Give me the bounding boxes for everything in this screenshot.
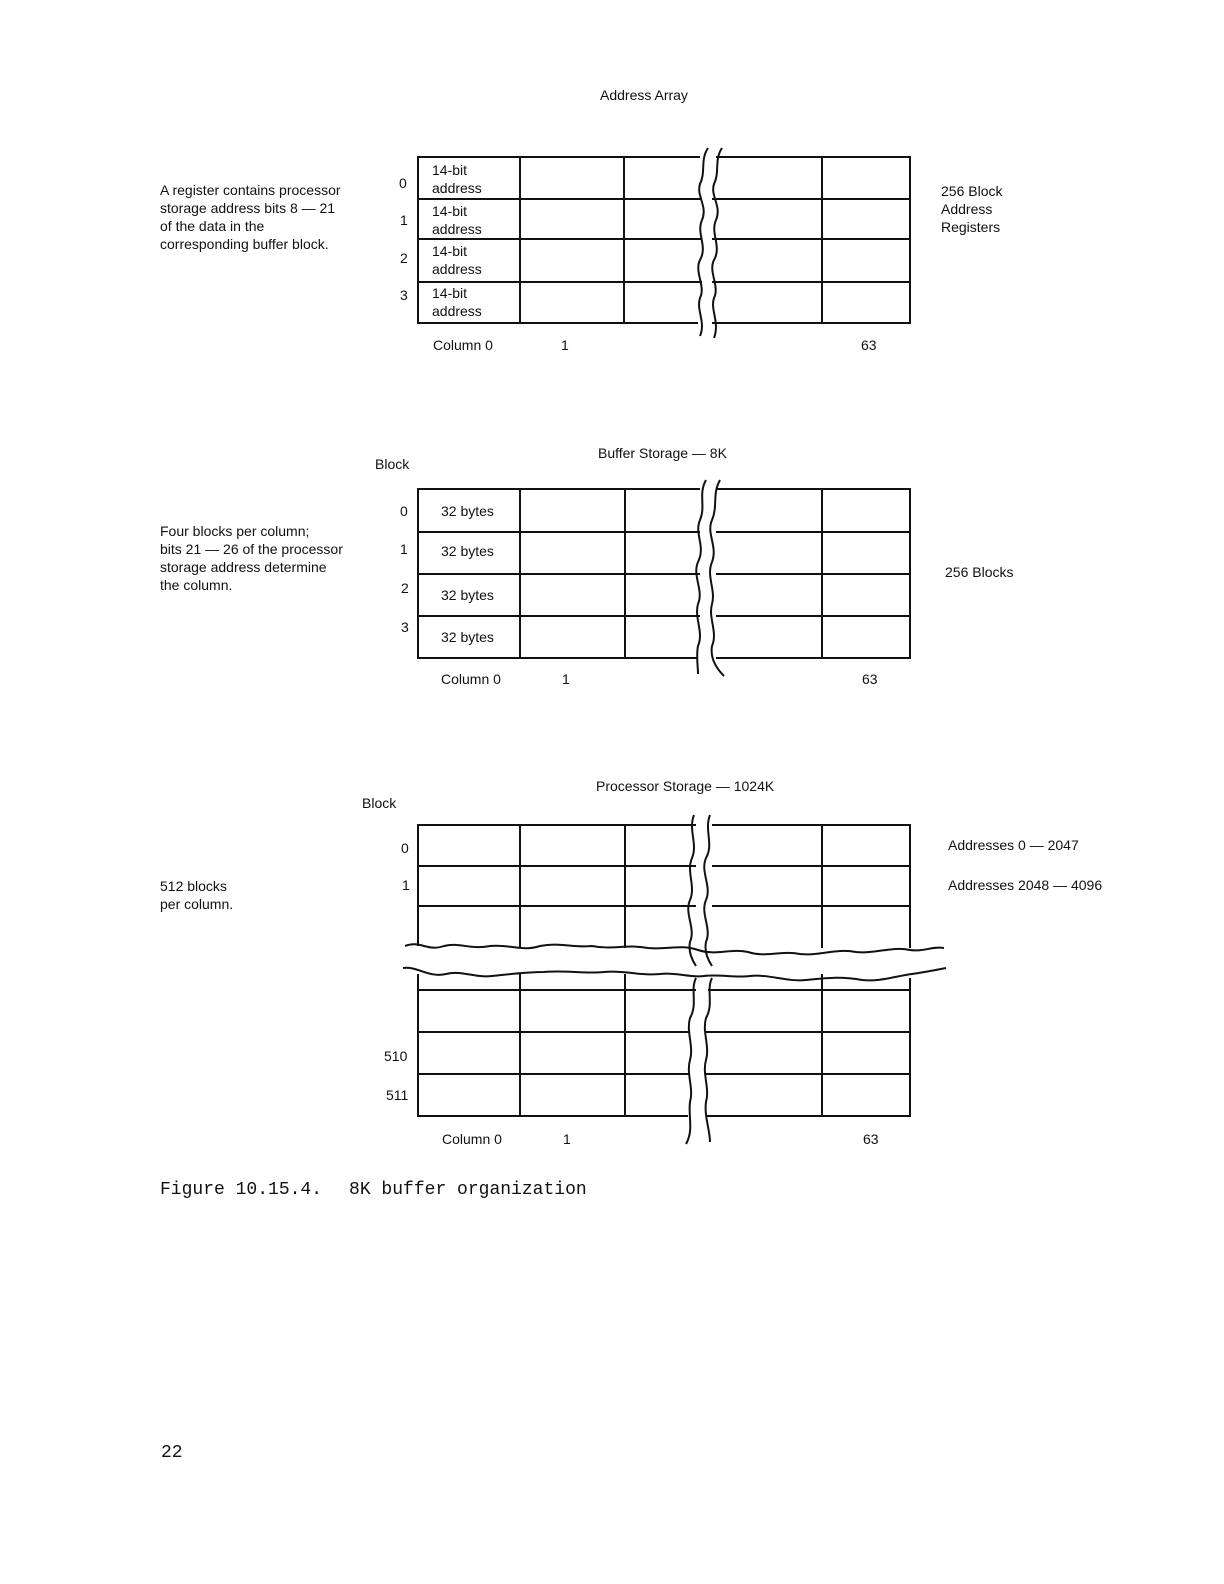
note-line: corresponding buffer block. [160, 236, 329, 252]
note-line: Four blocks per column; [160, 523, 310, 539]
blocks-count-label: 256 Blocks [945, 564, 1014, 580]
row-number: 0 [399, 175, 407, 191]
figure-number: Figure 10.15.4. [160, 1180, 323, 1200]
cell-line: 14-bit [432, 203, 468, 219]
figure-caption [160, 1180, 587, 1200]
processor-storage-grid [403, 815, 946, 1144]
column-label: 63 [861, 337, 877, 353]
buffer-cell-0: 32 bytes [441, 503, 494, 519]
row-number: 1 [400, 541, 408, 557]
processor-storage-title: Processor Storage — 1024K [596, 778, 775, 794]
note-line: A register contains processor [160, 182, 341, 198]
cell-line: address [432, 303, 482, 319]
column-label: Column 0 [441, 671, 501, 687]
block-heading: Block [362, 795, 397, 811]
processor-storage-note [160, 877, 233, 913]
cell-line: 14-bit [432, 285, 468, 301]
buffer-cell-2: 32 bytes [441, 587, 494, 603]
note-line: storage address determine [160, 559, 327, 575]
row-number: 2 [401, 580, 409, 596]
address-array-title: Address Array [600, 87, 688, 103]
column-label: 63 [863, 1131, 879, 1147]
column-label: 63 [862, 671, 878, 687]
column-label: 1 [563, 1131, 571, 1147]
row-number: 3 [401, 619, 409, 635]
row-number: 0 [400, 503, 408, 519]
row-number: 3 [400, 287, 408, 303]
column-label: 1 [561, 337, 569, 353]
row-number: 511 [386, 1087, 409, 1103]
buffer-storage-title: Buffer Storage — 8K [598, 445, 727, 461]
cell-line: address [432, 180, 482, 196]
buffer-storage-note [160, 522, 343, 594]
note-line: 512 blocks [160, 878, 227, 894]
buffer-cell-3: 32 bytes [441, 629, 494, 645]
row-number: 1 [400, 212, 408, 228]
buffer-cell-1: 32 bytes [441, 543, 494, 559]
cell-line: address [432, 261, 482, 277]
address-array-grid [418, 148, 910, 338]
note-line: Address [941, 201, 993, 217]
note-line: Registers [941, 219, 1001, 235]
block-heading: Block [375, 456, 410, 472]
cell-line: 14-bit [432, 162, 468, 178]
note-line: 256 Block [941, 183, 1003, 199]
page-number: 22 [161, 1443, 183, 1463]
note-line: of the data in the [160, 218, 265, 234]
note-line: per column. [160, 896, 234, 912]
row-number: 1 [402, 877, 410, 893]
note-line: bits 21 — 26 of the processor [160, 541, 343, 557]
cell-line: address [432, 221, 482, 237]
address-range-label: Addresses 0 — 2047 [948, 837, 1079, 853]
note-line: the column. [160, 577, 233, 593]
column-label: 1 [562, 671, 570, 687]
row-number: 0 [401, 840, 409, 856]
row-number: 2 [400, 250, 408, 266]
note-line: storage address bits 8 — 21 [160, 200, 336, 216]
figure-title: 8K buffer organization [349, 1180, 587, 1200]
column-label: Column 0 [442, 1131, 502, 1147]
cell-line: 14-bit [432, 243, 468, 259]
row-number: 510 [384, 1048, 408, 1064]
address-range-label: Addresses 2048 — 4096 [948, 877, 1103, 893]
column-label: Column 0 [433, 337, 493, 353]
